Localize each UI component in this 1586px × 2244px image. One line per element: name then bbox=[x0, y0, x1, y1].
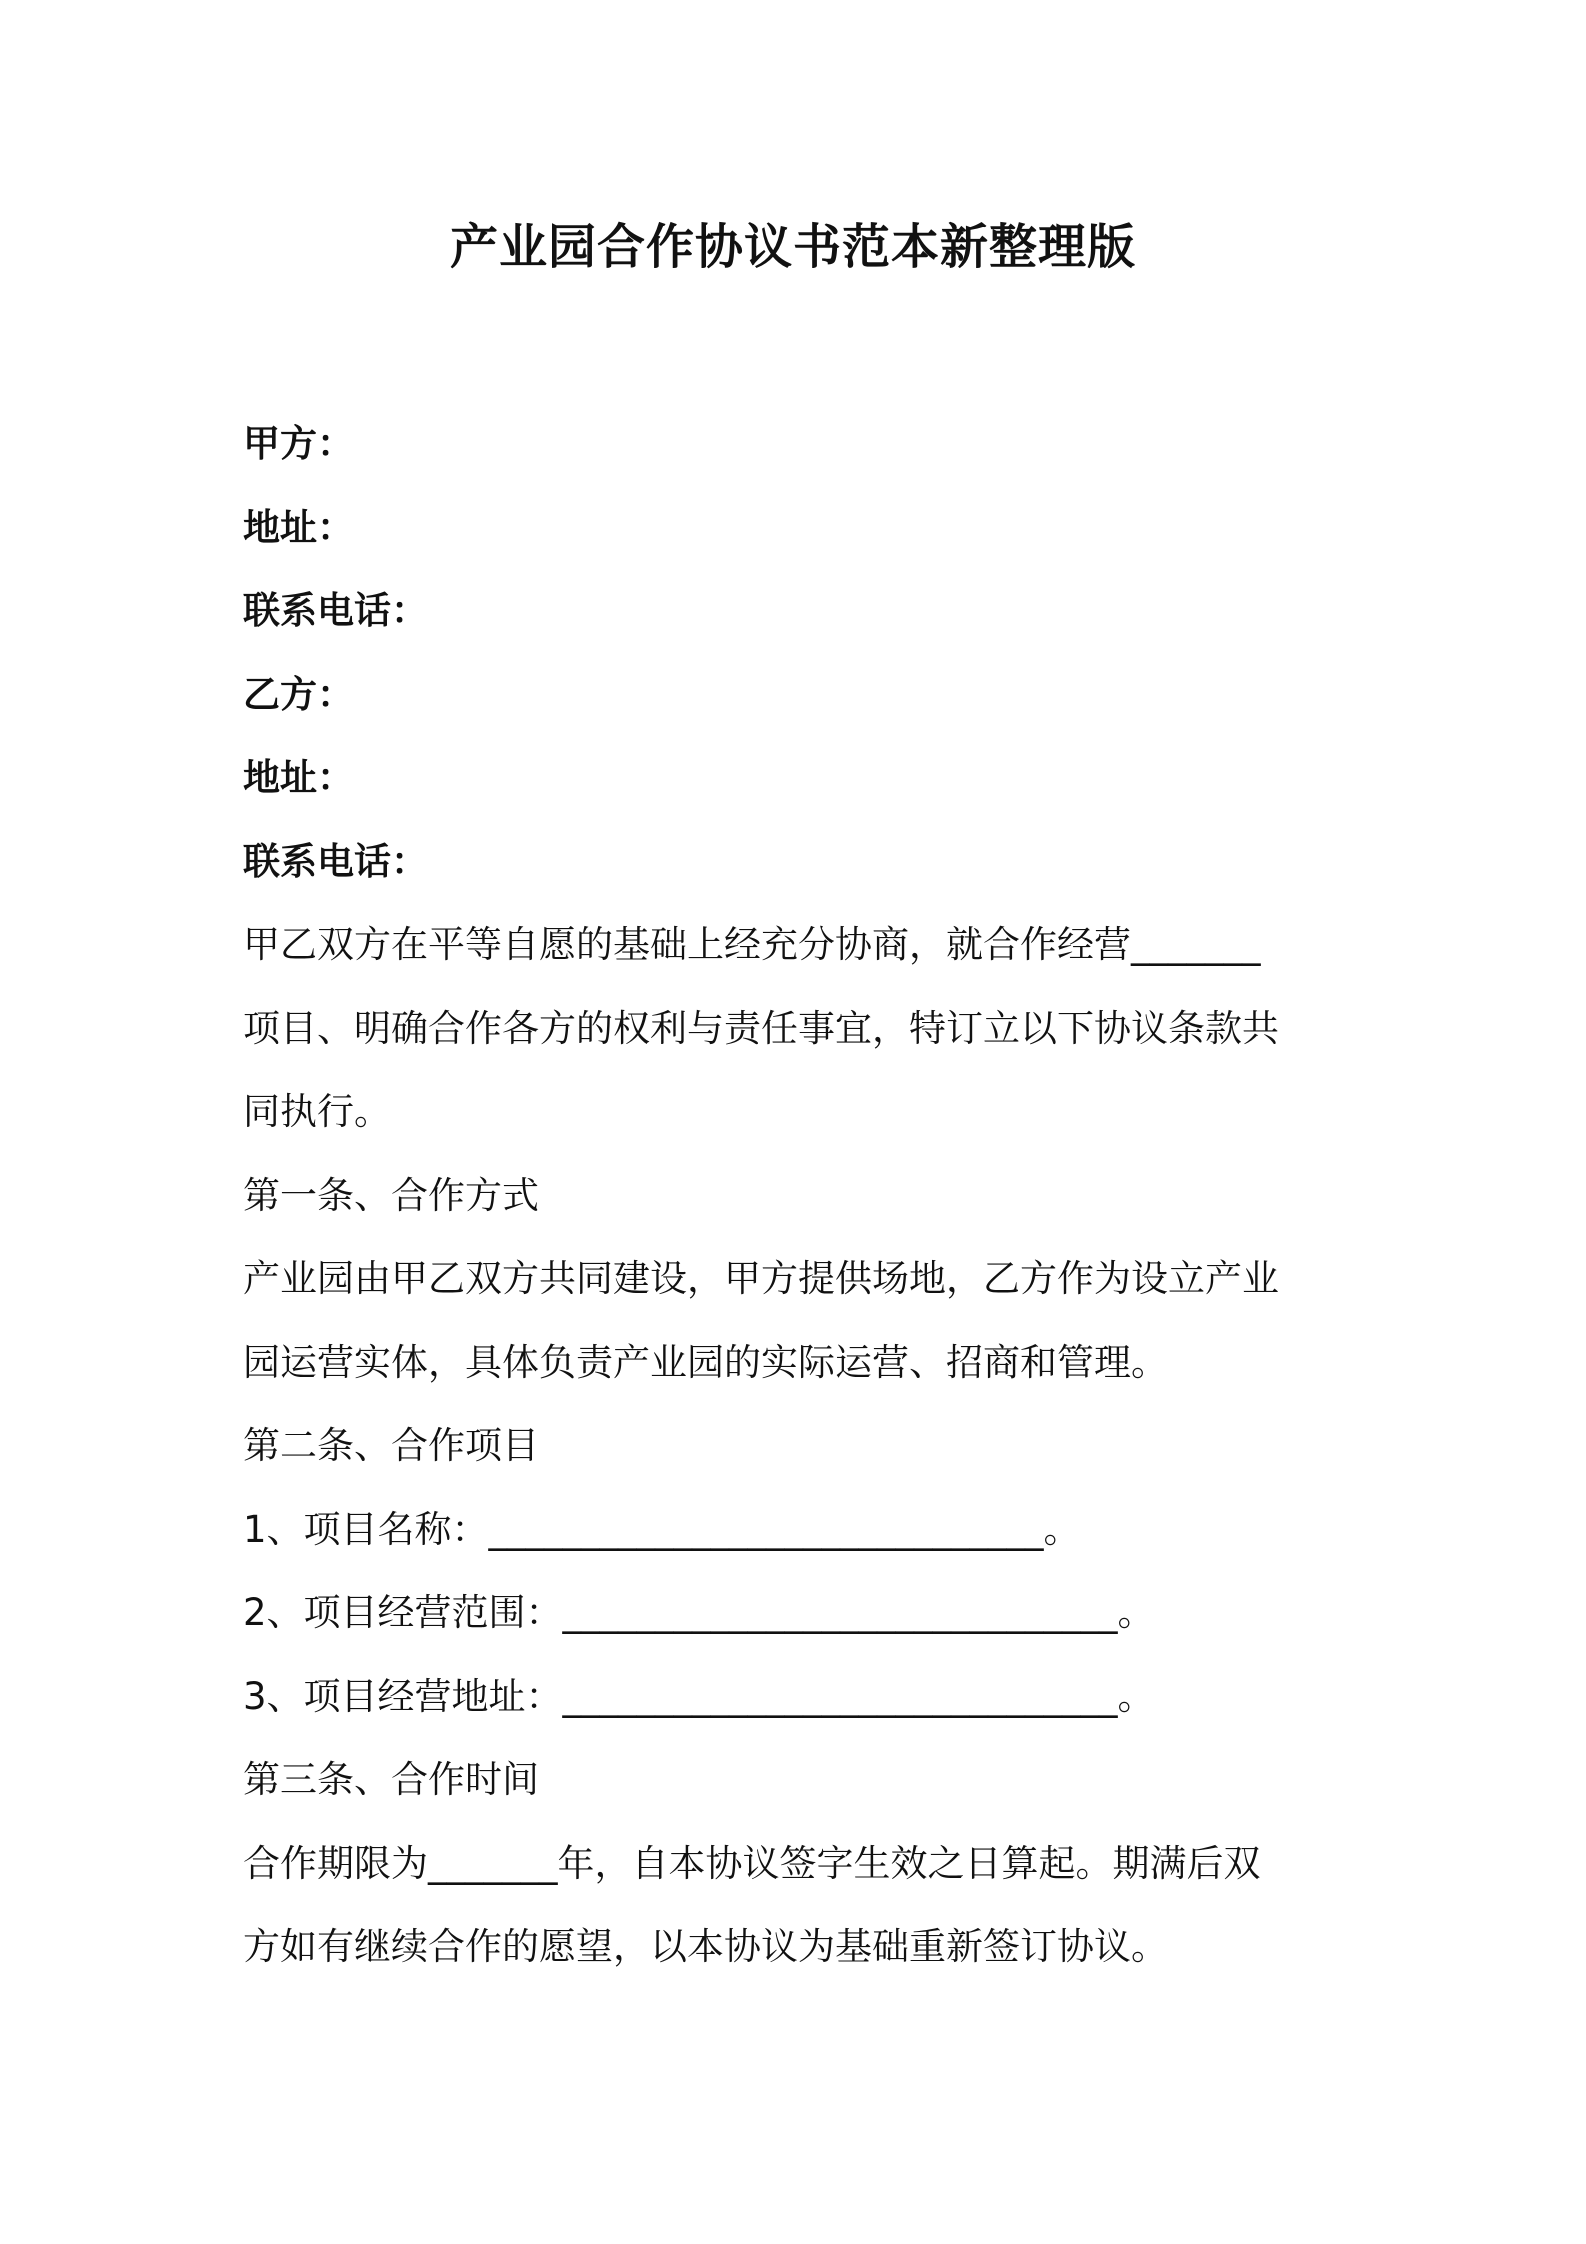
article-3-line-1: 合作期限为_______年，自本协议签字生效之日算起。期满后双 bbox=[243, 1841, 1261, 1885]
document-title: 产业园合作协议书范本新整理版 bbox=[449, 219, 1136, 275]
article-2-item-3: 3、项目经营地址：______________________________。 bbox=[243, 1674, 1155, 1718]
preamble-line-2: 项目、明确合作各方的权利与责任事宜，特订立以下协议条款共 bbox=[243, 1006, 1279, 1050]
party-a-phone-label: 联系电话： bbox=[243, 589, 428, 632]
article-1-line-1: 产业园由甲乙双方共同建设，甲方提供场地，乙方作为设立产业 bbox=[243, 1257, 1279, 1300]
party-b-phone-label: 联系电话： bbox=[243, 839, 428, 883]
preamble-line-1: 甲乙双方在平等自愿的基础上经充分协商，就合作经营_______ bbox=[243, 923, 1261, 966]
party-a-address-label: 地址： bbox=[243, 505, 354, 549]
article-2-item-1: 1、项目名称：______________________________。 bbox=[243, 1507, 1081, 1551]
article-3-line-2: 方如有继续合作的愿望，以本协议为基础重新签订协议。 bbox=[243, 1925, 1168, 1968]
preamble-line-3: 同执行。 bbox=[243, 1090, 391, 1133]
article-1-heading: 第一条、合作方式 bbox=[243, 1173, 539, 1217]
party-b-address-label: 地址： bbox=[243, 756, 354, 799]
article-3-heading: 第三条、合作时间 bbox=[243, 1758, 539, 1801]
party-b-label: 乙方： bbox=[243, 672, 354, 716]
article-2-heading: 第二条、合作项目 bbox=[243, 1424, 539, 1467]
party-a-label: 甲方： bbox=[243, 422, 354, 465]
article-1-line-2: 园运营实体，具体负责产业园的实际运营、招商和管理。 bbox=[243, 1340, 1168, 1384]
article-2-item-2: 2、项目经营范围：______________________________。 bbox=[243, 1591, 1155, 1634]
document-body bbox=[243, 402, 1353, 1989]
